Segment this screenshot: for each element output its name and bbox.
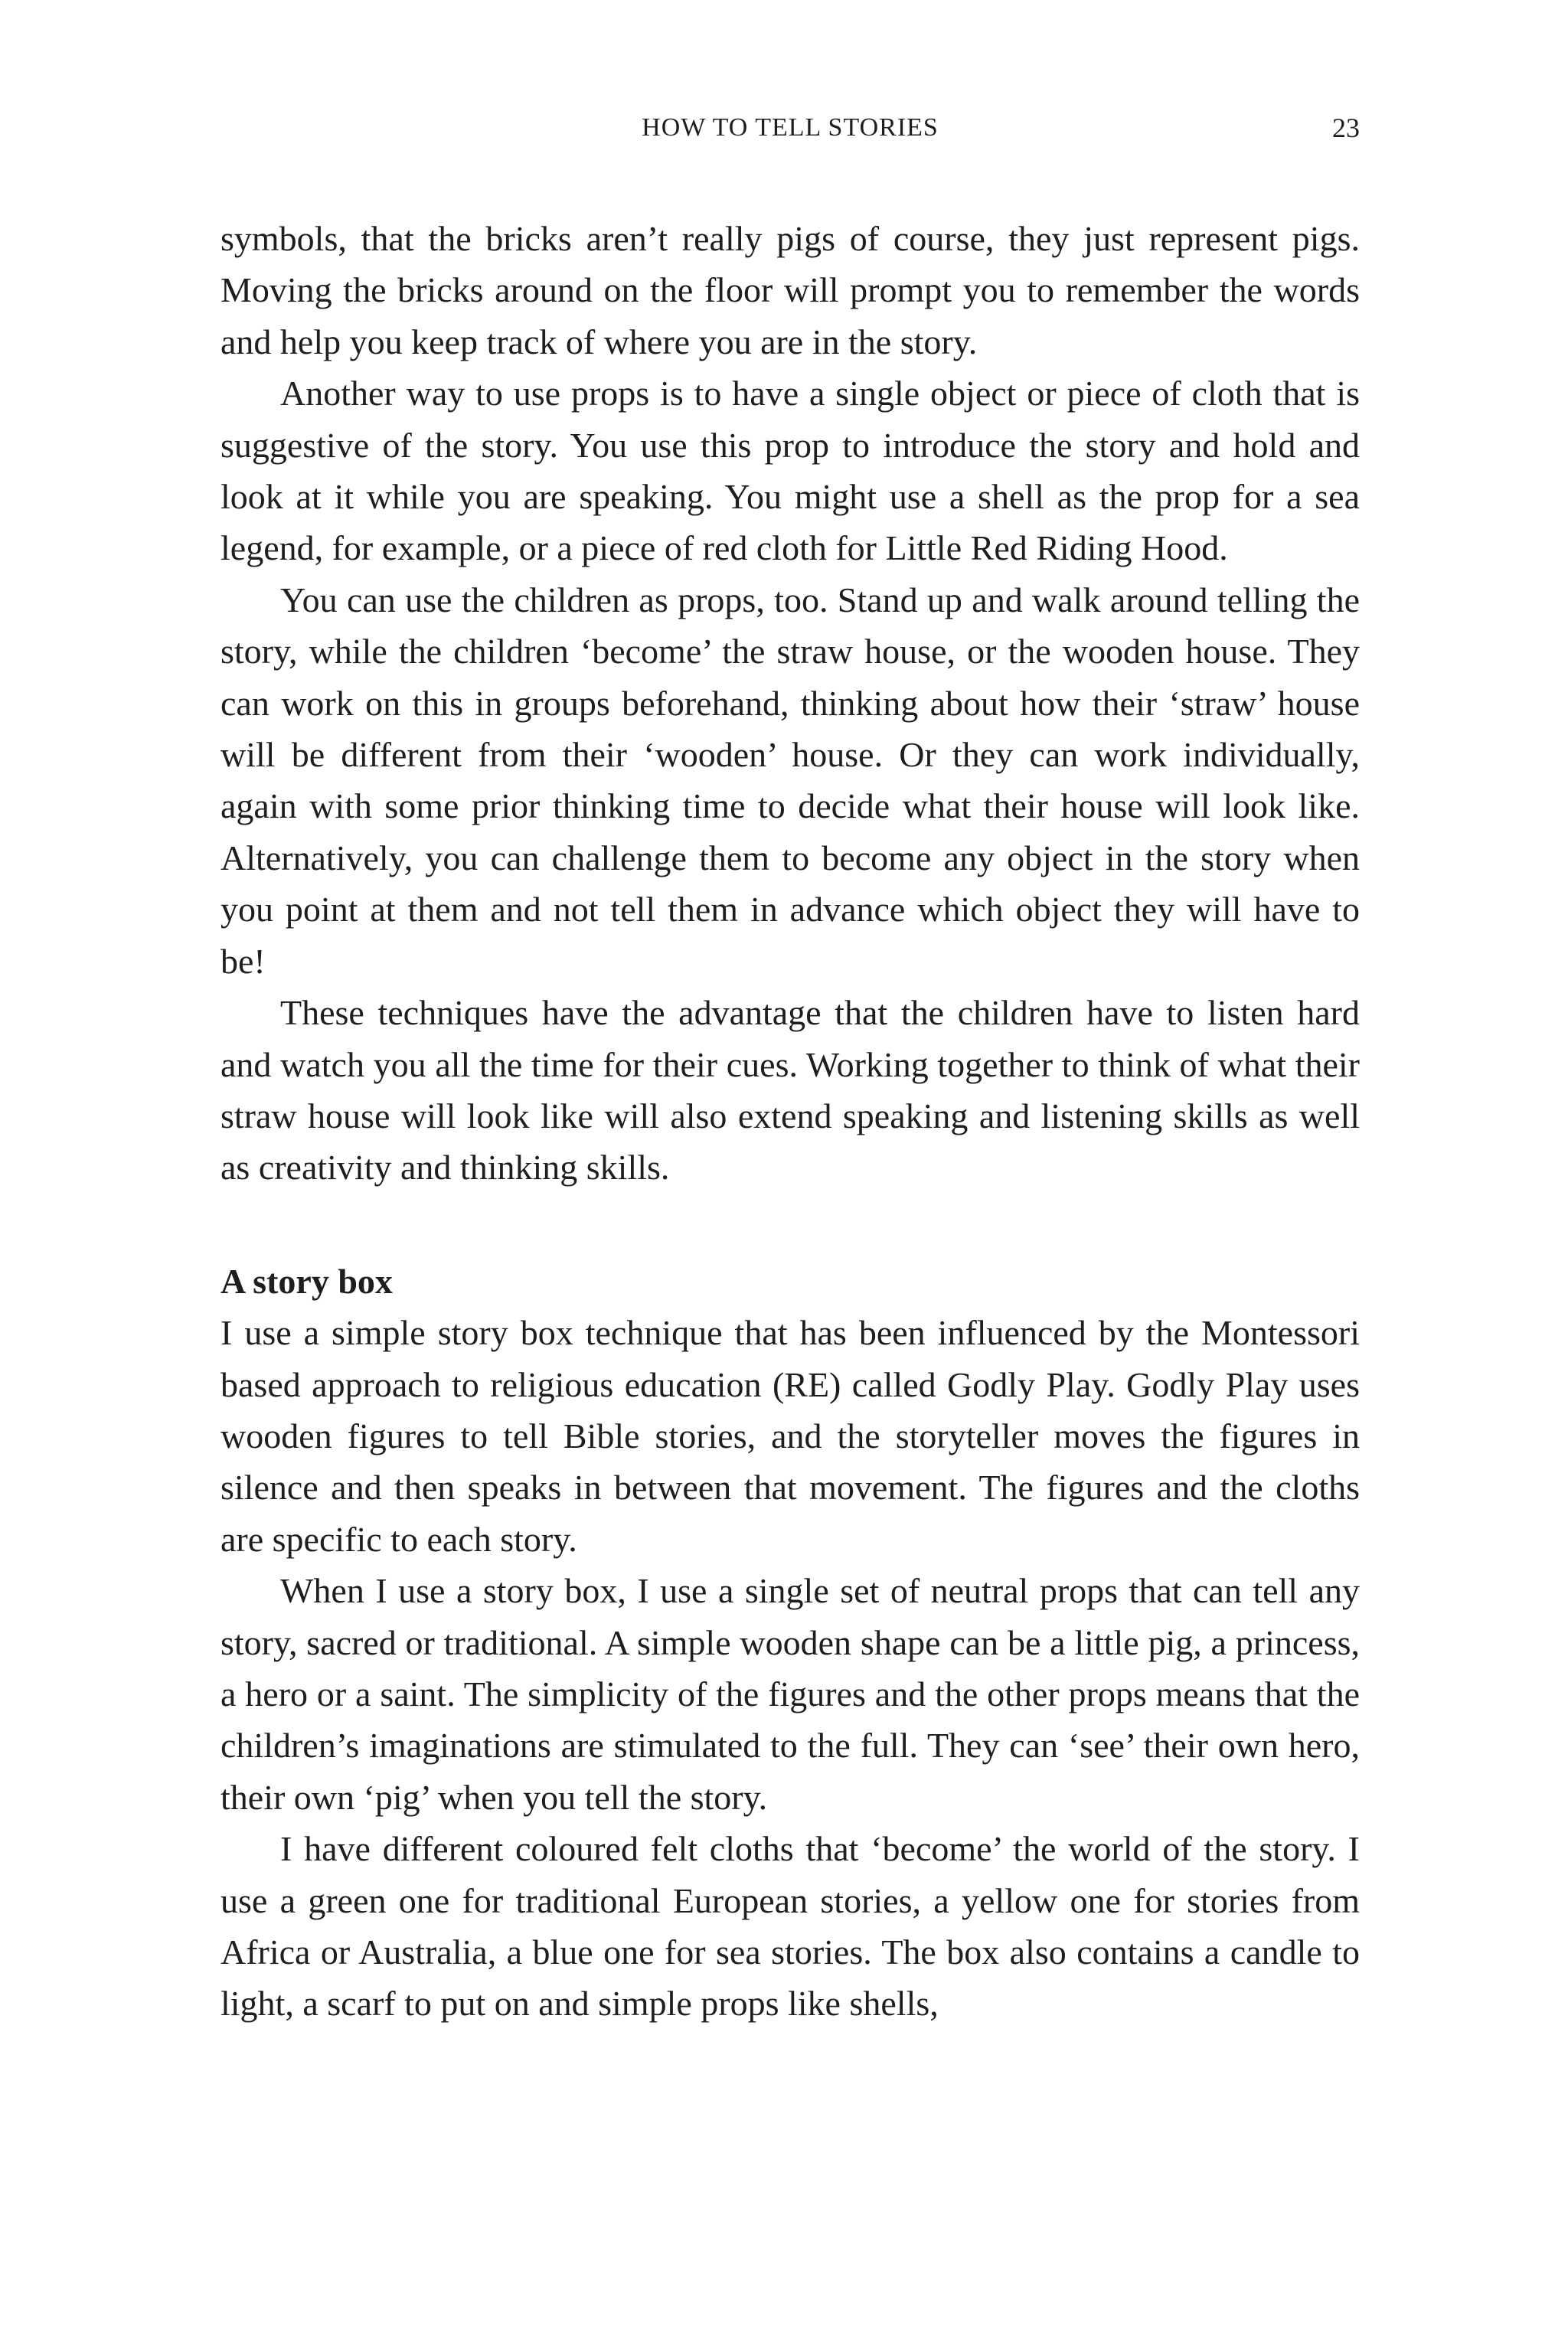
paragraph: I use a simple story box technique that has been influenced by the Montessori based approach to religious education (RE) called Godly Play. Godly Play uses wooden figures to tell Bible stories, and the storyteller moves the figures in silence and then speaks in between that movement. The figures and the cloths are specific to each story. xyxy=(220,1313,1360,1559)
paragraph: symbols, that the bricks aren’t really pigs of course, they just represent pigs. Moving the bricks around on the floor will prompt you to remember the words and help you keep track of where you are in the story. xyxy=(220,219,1360,361)
running-head xyxy=(220,109,1360,147)
body-text xyxy=(220,213,1360,2030)
page-number: 23 xyxy=(1332,113,1360,143)
paragraph: Another way to use props is to have a single object or piece of cloth that is suggestive of the story. You use this prop to introduce the story and hold and look at it while you are speaking. You might use a shell as the prop for a sea legend, for example, or a piece of red cloth for Little Red Riding Hood. xyxy=(220,374,1360,568)
paragraph: I have different coloured felt cloths that ‘become’ the world of the story. I use a green one for traditional European stories, a yellow one for stories from Africa or Australia, a blue one for sea stories. The box also contains a candle to light, a scarf to put on and simple props like shells, xyxy=(220,1829,1360,2024)
running-title: HOW TO TELL STORIES xyxy=(642,113,939,142)
paragraph: You can use the children as props, too. Stand up and walk around telling the story, while the children ‘become’ the straw house, or the wooden house. They can work on this in groups beforehand, thinking about how their ‘straw’ house will be different from their ‘wooden’ house. Or they can work individually, again with some prior thinking time to decide what their house will look like. Alternatively, you can challenge them to become any object in the story when you point at them and not tell them in advance which object they will have to be! xyxy=(220,580,1360,981)
paragraph: When I use a story box, I use a single set of neutral props that can tell any story, sacred or traditional. A simple wooden shape can be a little pig, a princess, a hero or a saint. The simplicity of the figures and the other props means that the children’s imaginations are stimulated to the full. They can ‘see’ their own hero, their own ‘pig’ when you tell the story. xyxy=(220,1571,1360,1817)
section-heading: A story box xyxy=(220,1261,393,1301)
paragraph: These techniques have the advantage that the children have to listen hard and watch you all the time for their cues. Working together to think of what their straw house will look like will also extend speaking and listening skills as well as creativity and thinking skills. xyxy=(220,993,1360,1187)
